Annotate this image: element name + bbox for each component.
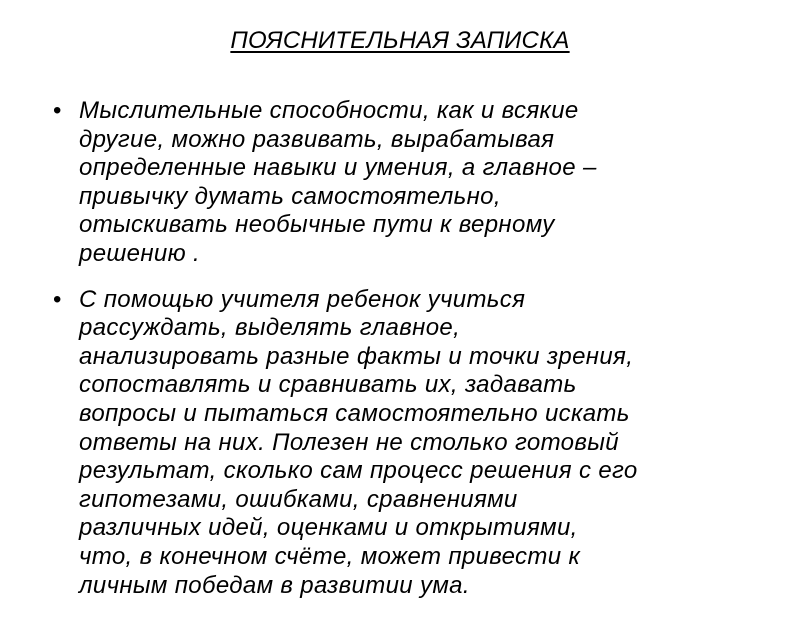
document-title: ПОЯСНИТЕЛЬНАЯ ЗАПИСКА xyxy=(230,27,570,54)
bullet-list xyxy=(43,97,763,617)
bullet-text: Мыслительные способности, как и всякие другие, можно развивать, вырабатывая определенные навыки и умения, а главное – привычку думать самостоятельно, отыскивать необычные пути к верному решению . xyxy=(79,97,597,267)
bullet-text: С помощью учителя ребенок учиться рассуждать, выделять главное, анализировать разные факты и точки зрения, сопоставлять и сравнивать их, задавать вопросы и пытаться самостоятельно искать ответы на них. Полезен не столько готовый результат, сколько сам процесс решения с его гипотезами, ошибками, сравнениями различных идей, оценками и открытиями, что, в конечном счёте, может привести к личным победам в развитии ума. xyxy=(79,285,638,599)
bullet-item-teacher-help xyxy=(43,286,763,601)
bullet-item-thinking-abilities xyxy=(43,97,763,269)
bullet-marker-icon: • xyxy=(53,285,62,313)
bullet-marker-icon: • xyxy=(53,97,62,124)
